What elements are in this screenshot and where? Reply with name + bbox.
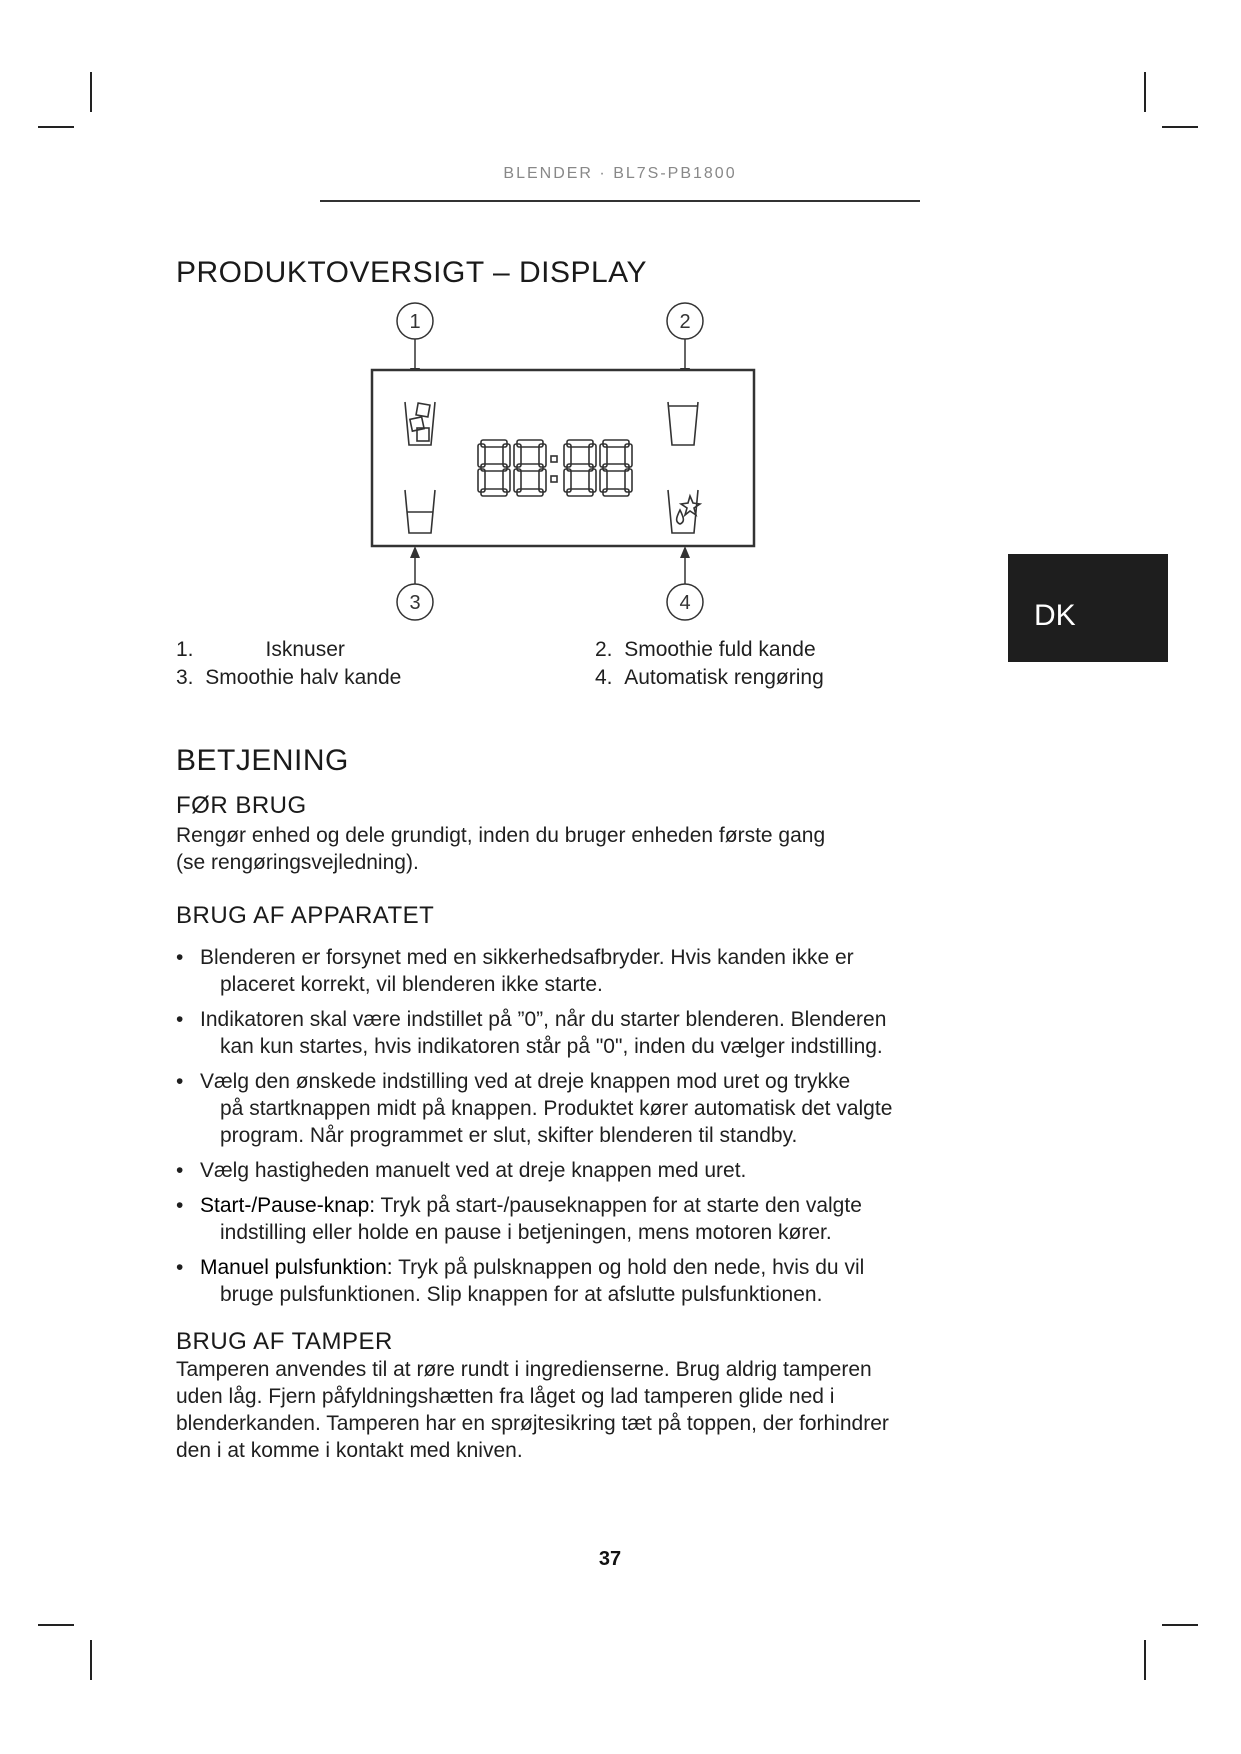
callout-4-label: 4	[679, 592, 691, 614]
crop-mark	[1144, 72, 1146, 112]
tamper-line: Tamperen anvendes til at røre rundt i ingredienserne. Brug aldrig tamperen	[176, 1358, 872, 1381]
tamper-text	[176, 1356, 996, 1464]
tamper-line: den i at komme i kontakt med kniven.	[176, 1439, 523, 1462]
running-header: BLENDER · BL7S-PB1800	[503, 165, 737, 182]
legend-item-4	[595, 664, 824, 691]
before-use-line: Rengør enhed og dele grundigt, inden du bruger enheden første gang	[176, 824, 826, 847]
crop-mark	[38, 1624, 74, 1626]
list-item: • Vælg hastigheden manuelt ved at dreje knappen med uret.	[176, 1159, 747, 1182]
legend-label: Smoothie fuld kande	[624, 638, 816, 661]
display-section-title: PRODUKTOVERSIGT – DISPLAY	[176, 256, 647, 289]
page-number: 37	[598, 1548, 622, 1570]
display-screen	[372, 370, 754, 546]
crop-mark	[38, 126, 74, 128]
callout-2	[667, 303, 703, 380]
crop-mark	[90, 72, 92, 112]
callout-1	[397, 303, 433, 380]
display-diagram	[360, 300, 780, 630]
list-item: • Vælg den ønskede indstilling ved at dreje knappen mod uret og trykke på startknappen midt på knappen. Produktet kører automatisk det valgte program. Når programmet er slut, skifter blenderen til standby.	[176, 1070, 893, 1147]
legend-num: 4.	[595, 666, 613, 689]
header-rule	[320, 200, 920, 202]
tamper-line: uden låg. Fjern påfyldningshætten fra låget og lad tamperen glide ned i	[176, 1385, 835, 1408]
using-appliance-list	[176, 944, 1006, 1316]
legend-item-2	[595, 636, 816, 663]
legend-label: Smoothie halv kande	[205, 666, 402, 689]
crop-mark	[1162, 126, 1198, 128]
bullet-term: Manuel pulsfunktion:	[200, 1256, 393, 1279]
crop-mark	[90, 1640, 92, 1680]
list-item: • Indikatoren skal være indstillet på ”0”, når du starter blenderen. Blenderen kan kun startes, hvis indikatoren står på "0", inden du vælger indstilling.	[176, 1008, 887, 1058]
callout-3	[397, 546, 433, 620]
legend-item-1	[176, 636, 345, 663]
bullet-term: Start-/Pause-knap:	[200, 1194, 376, 1217]
callout-2-label: 2	[679, 311, 691, 333]
before-use-line: (se rengøringsvejledning).	[176, 851, 419, 874]
tamper-heading: BRUG AF TAMPER	[176, 1328, 393, 1355]
legend-label: Automatisk rengøring	[624, 666, 824, 689]
legend-label: Isknuser	[265, 638, 345, 661]
crop-mark	[1162, 1624, 1198, 1626]
tamper-line: blenderkanden. Tamperen har en sprøjtesikring tæt på toppen, der forhindrer	[176, 1412, 889, 1435]
legend-item-3	[176, 664, 401, 691]
language-tab: DK	[1008, 554, 1168, 662]
list-item: • Start-/Pause-knap: Tryk på start-/pauseknappen for at starte den valgte indstilling eller holde en pause i betjeningen, mens motoren kører.	[176, 1194, 862, 1244]
callout-4	[667, 546, 703, 620]
legend-num: 1.	[176, 638, 194, 661]
list-item: • Manuel pulsfunktion: Tryk på pulsknappen og hold den nede, hvis du vil bruge pulsfunktionen. Slip knappen for at afslutte pulsfunktionen.	[176, 1256, 865, 1306]
callout-1-label: 1	[409, 311, 421, 333]
crop-mark	[1144, 1640, 1146, 1680]
before-use-text	[176, 822, 996, 876]
legend-num: 3.	[176, 666, 194, 689]
legend-num: 2.	[595, 638, 613, 661]
operation-section-title: BETJENING	[176, 744, 349, 777]
callout-3-label: 3	[409, 592, 421, 614]
before-use-heading: FØR BRUG	[176, 792, 307, 819]
using-appliance-heading: BRUG AF APPARATET	[176, 902, 435, 929]
list-item: • Blenderen er forsynet med en sikkerhedsafbryder. Hvis kanden ikke er placeret korrekt, vil blenderen ikke starte.	[176, 946, 854, 996]
